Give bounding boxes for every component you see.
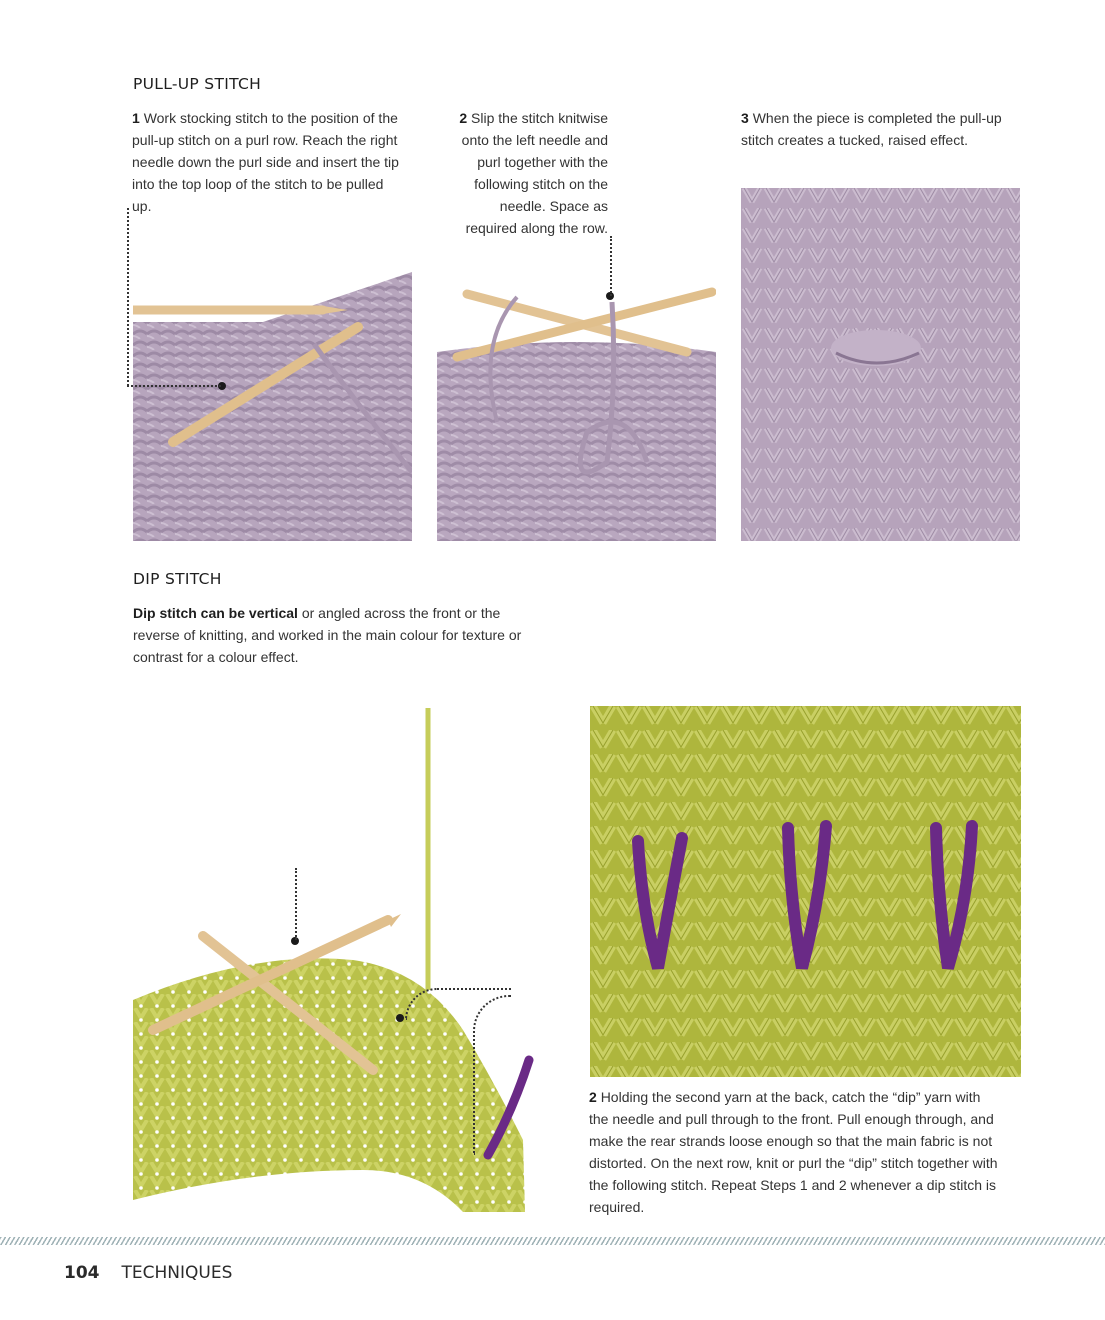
dip-intro-text: or angled across the front or the reverse of knitting, and worked in the main colour for texture or contrast for a colour effect. (133, 605, 522, 665)
page-number: 104 (64, 1263, 100, 1283)
leader-line-curve (473, 995, 511, 1155)
pullup-step3-photo (741, 188, 1020, 541)
leader-line-vertical (610, 236, 612, 296)
pullup-heading: PULL-UP STITCH (133, 75, 262, 93)
dip-step2-photo (590, 706, 1021, 1077)
pullup-step2-text (446, 107, 608, 239)
dip-step2-text (589, 1086, 999, 1218)
step-text: When the piece is completed the pull-up stitch creates a tucked, raised effect. (741, 110, 1002, 148)
step-number: 2 (459, 110, 468, 126)
section-title: TECHNIQUES (121, 1263, 233, 1283)
step-text: Holding the second yarn at the back, catch the “dip” yarn with the needle and pull through to the front. Pull enough through, and make the rear strands loose enough so that the main fabric is not distorted. On the next row, knit or purl the “dip” stitch together with the following stitch. Repeat Steps 1 and 2 whenever a dip stitch is required. (589, 1089, 998, 1215)
page-footer (64, 1263, 232, 1283)
leader-line-vertical (127, 208, 129, 386)
step-text: Slip the stitch knitwise onto the left needle and purl together with the following stitch on the needle. Space as required along the row. (461, 110, 608, 236)
pullup-step3-text (741, 107, 1026, 151)
leader-line-horizontal (127, 385, 221, 387)
step-number: 3 (741, 110, 749, 126)
pullup-step2-photo (437, 262, 716, 541)
footer-rule (0, 1237, 1105, 1245)
step-number: 2 (589, 1089, 597, 1105)
step-number: 1 (132, 110, 140, 126)
dip-heading: DIP STITCH (133, 570, 222, 588)
pullup-step1-photo (133, 262, 412, 541)
pullup-step1-text (132, 107, 400, 217)
dip-intro-bold: Dip stitch can be vertical (133, 605, 298, 621)
step-text: Work stocking stitch to the position of the pull-up stitch on a purl row. Reach the right needle down the purl side and insert the tip into the top loop of the stitch to be pulled up. (132, 110, 399, 214)
leader-line-vertical (295, 868, 297, 940)
dip-intro (133, 602, 543, 668)
